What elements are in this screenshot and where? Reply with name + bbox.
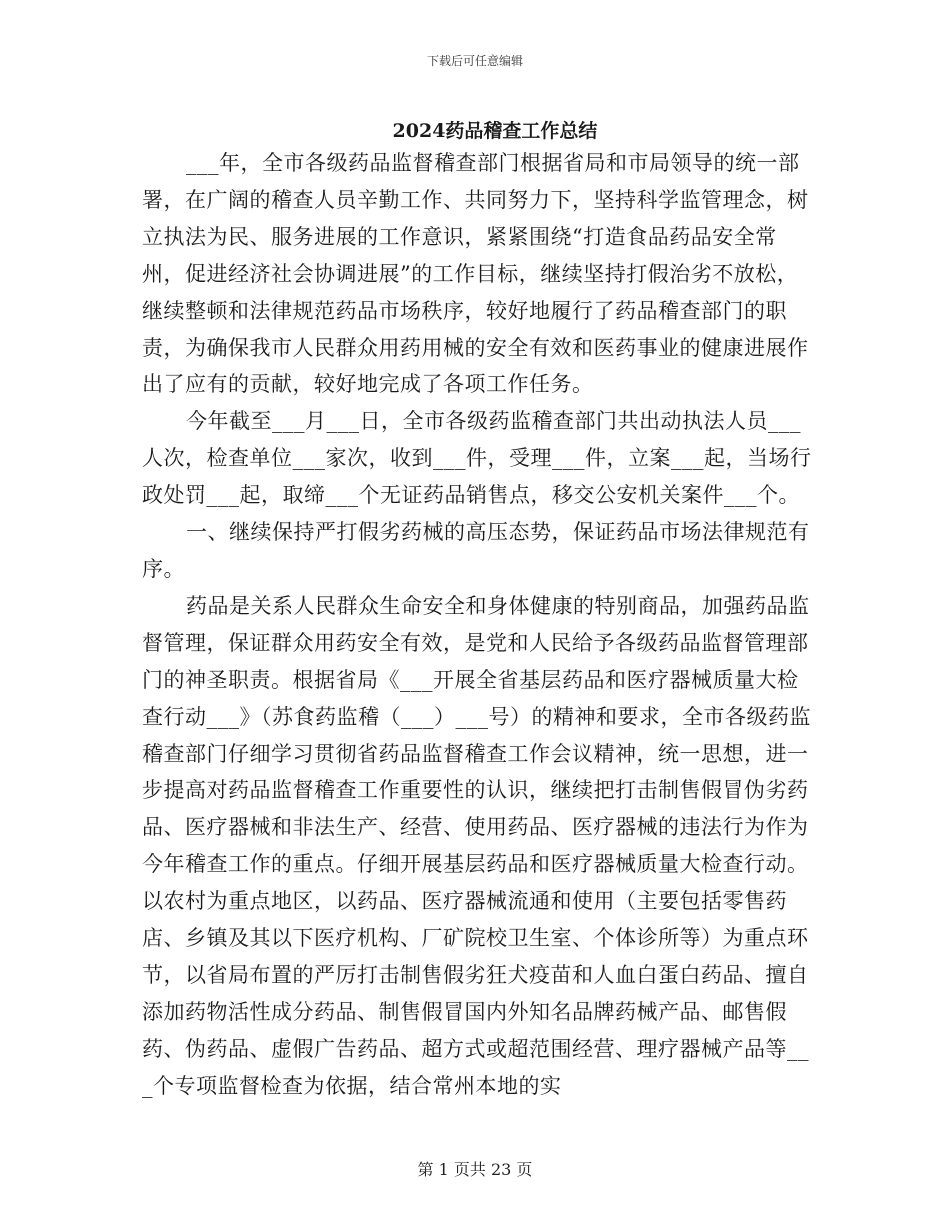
paragraph-intro: ___年，全市各级药品监督稽查部门根据省局和市局领导的统一部署，在广阔的稽查人员辛勤工作、共同努力下，坚持科学监管理念，树立执法为民、服务进展的工作意识，紧紧围绕“打造食品药品安全常州，促进经济社会协调进展”的工作目标，继续坚持打假治劣不放松，继续整顿和法律规范药品市场秩序，较好地履行了药品稽查部门的职责，为确保我市人民群众用药用械的安全有效和医药事业的健康进展作出了应有的贡献，较好地完成了各项工作任务。 [142, 151, 809, 397]
page-number: 第 1 页共 23 页 [417, 1160, 533, 1179]
document-body [142, 145, 818, 1105]
paragraph-section-1-body: 药品是关系人民群众生命安全和身体健康的特别商品，加强药品监督管理，保证群众用药安全有效，是党和人民给予各级药品监督管理部门的神圣职责。根据省局《___开展全省基层药品和医疗器械质量大检查行动___》（苏食药监稽（___）___号）的精神和要求，全市各级药监稽查部门仔细学习贯彻省药品监督稽查工作会议精神，统一思想，进一步提高对药品监督稽查工作重要性的认识，继续把打击制售假冒伪劣药品、医疗器械和非法生产、经营、使用药品、医疗器械的违法行为作为今年稽查工作的重点。仔细开展基层药品和医疗器械质量大检查行动。以农村为重点地区，以药品、医疗器械流通和使用（主要包括零售药店、乡镇及其以下医疗机构、厂矿院校卫生室、个体诊所等）为重点环节，以省局布置的严厉打击制售假劣狂犬疫苗和人血白蛋白药品、擅自添加药物活性成分药品、制售假冒国内外知名品牌药械产品、邮售假药、伪药品、虚假广告药品、超方式或超范围经营、理疗器械产品等___个专项监督检查为依据，结合常州本地的实 [142, 593, 811, 1098]
section-heading-1: 一、继续保持严打假劣药械的高压态势，保证药品市场法律规范有序。 [142, 520, 810, 581]
header-note: 下载后可任意编辑 [426, 54, 523, 68]
document-title: 2024药品稽查工作总结 [392, 120, 598, 142]
paragraph-statistics: 今年截至___月___日，全市各级药监稽查部门共出动执法人员___人次，检查单位___家次，收到___件，受理___件，立案___起，当场行政处罚___起，取缔___个无证药品销售点，移交公安机关案件___个。 [142, 409, 812, 508]
